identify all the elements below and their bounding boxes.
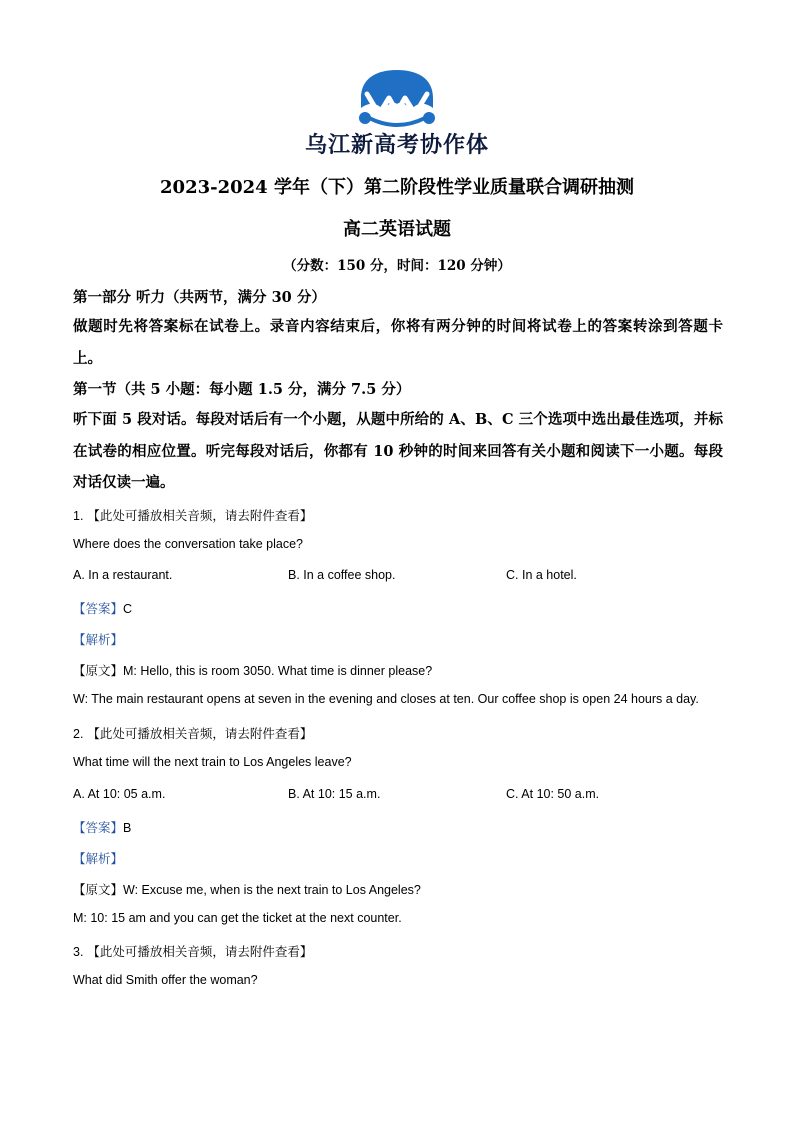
analysis-tag: 【解析】: [73, 851, 124, 866]
question-number: 1.: [73, 509, 84, 523]
exam-subject-title: 高二英语试题: [343, 219, 451, 240]
question-1-answer: [73, 599, 132, 617]
question-1-analysis: [73, 630, 123, 648]
question-2-header: [73, 724, 312, 742]
part1-heading: 第一部分 听力（共两节，满分 30 分）: [73, 289, 326, 306]
question-2-transcript-line-1: [73, 880, 421, 898]
audio-note[interactable]: 【此处可播放相关音频，请去附件查看】: [87, 944, 313, 959]
question-1-transcript-line-2: W: The main restaurant opens at seven in the evening and closes at ten. Our coffee shop is open 24 hours a day.: [73, 692, 699, 706]
question-1-option-a: A. In a restaurant.: [73, 568, 173, 582]
part1-instruction: 做题时先将答案标在试卷上。录音内容结束后，你将有两分钟的时间将试卷上的答案转涂到答题卡上。: [73, 318, 723, 367]
section1-heading: 第一节（共 5 小题：每小题 1.5 分，满分 7.5 分）: [73, 381, 411, 398]
answer-tag: 【答案】: [73, 601, 124, 616]
question-1-option-c: C. In a hotel.: [506, 568, 577, 582]
original-tag: 【原文】: [73, 882, 124, 897]
question-2-answer: [73, 818, 131, 836]
question-2-option-c: C. At 10: 50 a.m.: [506, 787, 600, 801]
analysis-tag: 【解析】: [73, 632, 124, 647]
question-1-text: Where does the conversation take place?: [73, 537, 303, 551]
section1-instruction: 听下面 5 段对话。每段对话后有一个小题，从题中所给的 A、B、C 三个选项中选出最佳选项，并标在试卷的相应位置。听完每段对话后，你都有 10 秒钟的时间来回答有关小题和阅读下一小题。每段对话仅读一遍。: [73, 411, 723, 491]
audio-note[interactable]: 【此处可播放相关音频，请去附件查看】: [87, 508, 313, 523]
answer-value: B: [123, 821, 132, 835]
org-logo: [355, 68, 439, 130]
question-2-option-a: A. At 10: 05 a.m.: [73, 787, 166, 801]
score-time-note: （分数：150 分，时间：120 分钟）: [283, 258, 511, 274]
question-number: 3.: [73, 945, 84, 959]
question-number: 2.: [73, 727, 84, 741]
exam-title: 2023-2024 学年（下）第二阶段性学业质量联合调研抽测: [160, 177, 634, 198]
answer-value: C: [123, 602, 133, 616]
question-1-transcript-line-1: [73, 661, 432, 679]
question-2-text: What time will the next train to Los Angeles leave?: [73, 755, 352, 769]
transcript-text: W: Excuse me, when is the next train to Los Angeles?: [123, 883, 421, 897]
question-2-option-b: B. At 10: 15 a.m.: [288, 787, 381, 801]
question-1-header: [73, 506, 312, 524]
question-3-header: [73, 942, 312, 960]
org-name: 乌江新高考协作体: [304, 133, 489, 158]
transcript-text: M: Hello, this is room 3050. What time is dinner please?: [123, 664, 433, 678]
question-3-text: What did Smith offer the woman?: [73, 973, 258, 987]
question-1-option-b: B. In a coffee shop.: [288, 568, 396, 582]
answer-tag: 【答案】: [73, 820, 124, 835]
question-2-transcript-line-2: M: 10: 15 am and you can get the ticket at the next counter.: [73, 911, 402, 925]
question-2-analysis: [73, 849, 123, 867]
audio-note[interactable]: 【此处可播放相关音频，请去附件查看】: [87, 726, 313, 741]
original-tag: 【原文】: [73, 663, 124, 678]
